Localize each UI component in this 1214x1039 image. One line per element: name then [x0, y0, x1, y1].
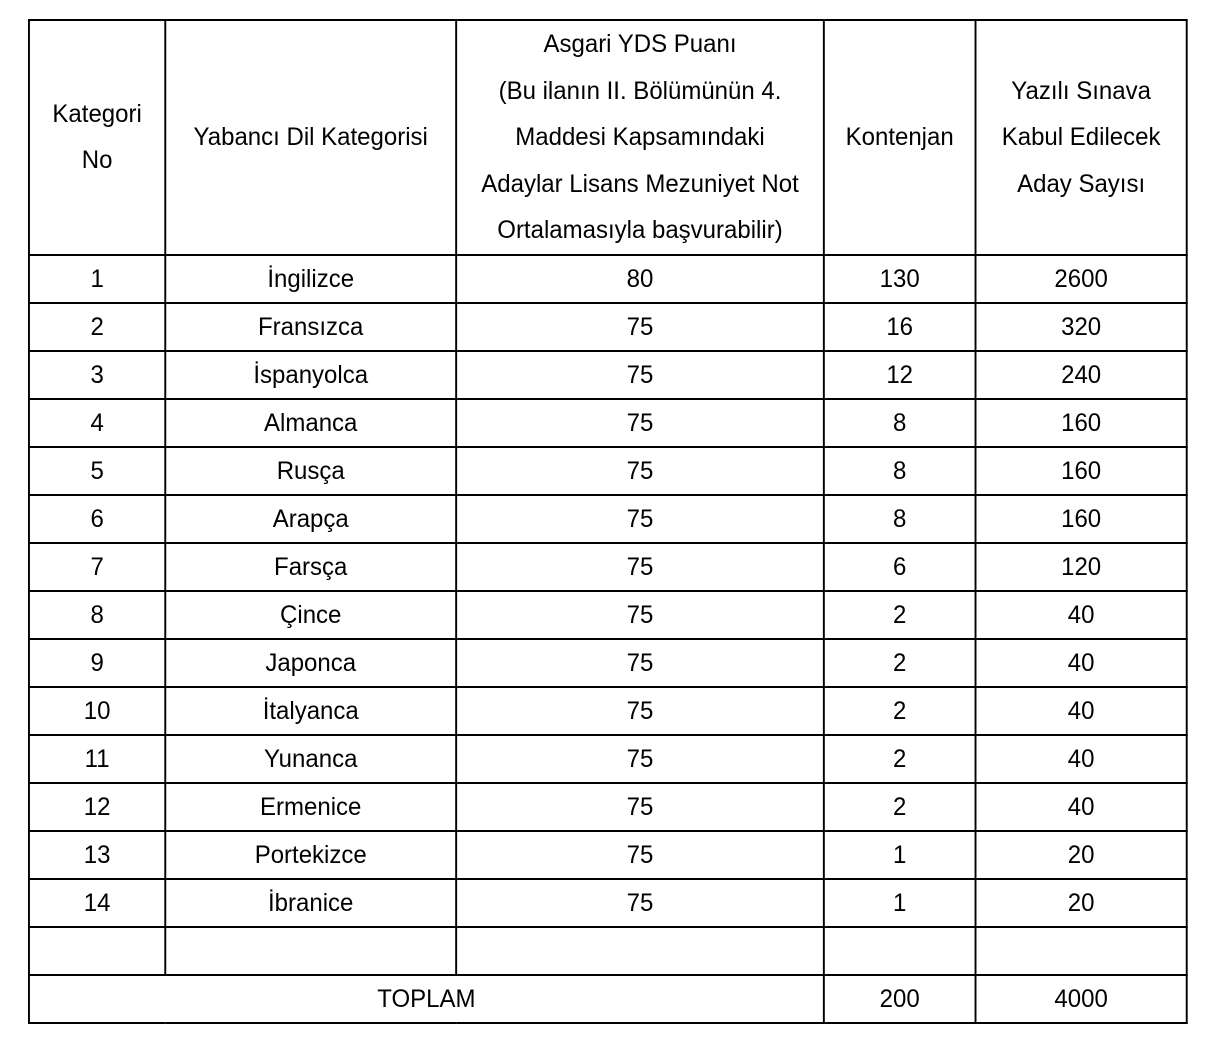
cell-candidates: 20	[976, 879, 1187, 927]
cell-quota: 1	[824, 831, 976, 879]
header-row	[29, 20, 1187, 255]
empty-cell	[824, 927, 976, 975]
empty-cell	[165, 927, 456, 975]
cell-no: 14	[29, 879, 165, 927]
cell-no: 7	[29, 543, 165, 591]
cell-quota: 2	[824, 591, 976, 639]
cell-min-score: 75	[456, 831, 824, 879]
empty-cell	[456, 927, 824, 975]
header-candidates: Yazılı Sınava Kabul Edilecek Aday Sayısı	[976, 20, 1187, 255]
total-row	[29, 975, 1187, 1023]
cell-quota: 6	[824, 543, 976, 591]
cell-min-score: 75	[456, 447, 824, 495]
cell-min-score: 75	[456, 543, 824, 591]
table-row	[29, 591, 1187, 639]
quota-table	[28, 19, 1188, 1024]
cell-candidates: 20	[976, 831, 1187, 879]
cell-quota: 2	[824, 783, 976, 831]
cell-no: 2	[29, 303, 165, 351]
cell-no: 11	[29, 735, 165, 783]
total-label: TOPLAM	[29, 975, 824, 1023]
header-min-score: Asgari YDS Puanı (Bu ilanın II. Bölümünün 4. Maddesi Kapsamındaki Adaylar Lisans Mezuniyet Not Ortalamasıyla başvurabilir)	[456, 20, 824, 255]
cell-quota: 16	[824, 303, 976, 351]
cell-candidates: 40	[976, 687, 1187, 735]
cell-quota: 12	[824, 351, 976, 399]
cell-candidates: 40	[976, 783, 1187, 831]
table-body	[29, 255, 1187, 1023]
total-quota: 200	[824, 975, 976, 1023]
cell-min-score: 75	[456, 783, 824, 831]
header-quota: Kontenjan	[824, 20, 976, 255]
cell-no: 1	[29, 255, 165, 303]
cell-min-score: 75	[456, 303, 824, 351]
cell-min-score: 75	[456, 639, 824, 687]
cell-no: 5	[29, 447, 165, 495]
cell-candidates: 40	[976, 591, 1187, 639]
cell-candidates: 240	[976, 351, 1187, 399]
cell-language: Yunanca	[165, 735, 456, 783]
cell-candidates: 160	[976, 399, 1187, 447]
cell-candidates: 120	[976, 543, 1187, 591]
cell-candidates: 160	[976, 495, 1187, 543]
cell-language: Rusça	[165, 447, 456, 495]
cell-min-score: 75	[456, 495, 824, 543]
cell-language: Ermenice	[165, 783, 456, 831]
cell-language: Fransızca	[165, 303, 456, 351]
cell-min-score: 75	[456, 735, 824, 783]
cell-quota: 2	[824, 735, 976, 783]
header-category-no: Kategori No	[29, 20, 165, 255]
table-row	[29, 495, 1187, 543]
table-row	[29, 399, 1187, 447]
cell-no: 9	[29, 639, 165, 687]
cell-min-score: 80	[456, 255, 824, 303]
header-language: Yabancı Dil Kategorisi	[165, 20, 456, 255]
cell-quota: 2	[824, 687, 976, 735]
cell-no: 3	[29, 351, 165, 399]
cell-language: İngilizce	[165, 255, 456, 303]
cell-candidates: 40	[976, 735, 1187, 783]
table-row	[29, 735, 1187, 783]
cell-language: Çince	[165, 591, 456, 639]
cell-min-score: 75	[456, 351, 824, 399]
cell-no: 4	[29, 399, 165, 447]
empty-cell	[29, 927, 165, 975]
table-row	[29, 687, 1187, 735]
cell-candidates: 320	[976, 303, 1187, 351]
table-row	[29, 351, 1187, 399]
table-row	[29, 831, 1187, 879]
cell-quota: 1	[824, 879, 976, 927]
total-candidates: 4000	[976, 975, 1187, 1023]
cell-min-score: 75	[456, 687, 824, 735]
table-row	[29, 639, 1187, 687]
cell-min-score: 75	[456, 879, 824, 927]
empty-row	[29, 927, 1187, 975]
empty-cell	[976, 927, 1187, 975]
cell-no: 12	[29, 783, 165, 831]
cell-language: İtalyanca	[165, 687, 456, 735]
cell-language: İbranice	[165, 879, 456, 927]
cell-no: 8	[29, 591, 165, 639]
cell-no: 13	[29, 831, 165, 879]
cell-candidates: 2600	[976, 255, 1187, 303]
cell-language: İspanyolca	[165, 351, 456, 399]
cell-quota: 2	[824, 639, 976, 687]
cell-candidates: 160	[976, 447, 1187, 495]
cell-language: Farsça	[165, 543, 456, 591]
cell-candidates: 40	[976, 639, 1187, 687]
table-row	[29, 447, 1187, 495]
table-row	[29, 255, 1187, 303]
cell-language: Japonca	[165, 639, 456, 687]
cell-quota: 8	[824, 399, 976, 447]
table-row	[29, 543, 1187, 591]
cell-quota: 8	[824, 495, 976, 543]
table-row	[29, 783, 1187, 831]
table-row	[29, 879, 1187, 927]
cell-min-score: 75	[456, 399, 824, 447]
cell-no: 6	[29, 495, 165, 543]
cell-language: Almanca	[165, 399, 456, 447]
cell-quota: 130	[824, 255, 976, 303]
cell-language: Portekizce	[165, 831, 456, 879]
cell-quota: 8	[824, 447, 976, 495]
cell-no: 10	[29, 687, 165, 735]
cell-language: Arapça	[165, 495, 456, 543]
table-row	[29, 303, 1187, 351]
cell-min-score: 75	[456, 591, 824, 639]
